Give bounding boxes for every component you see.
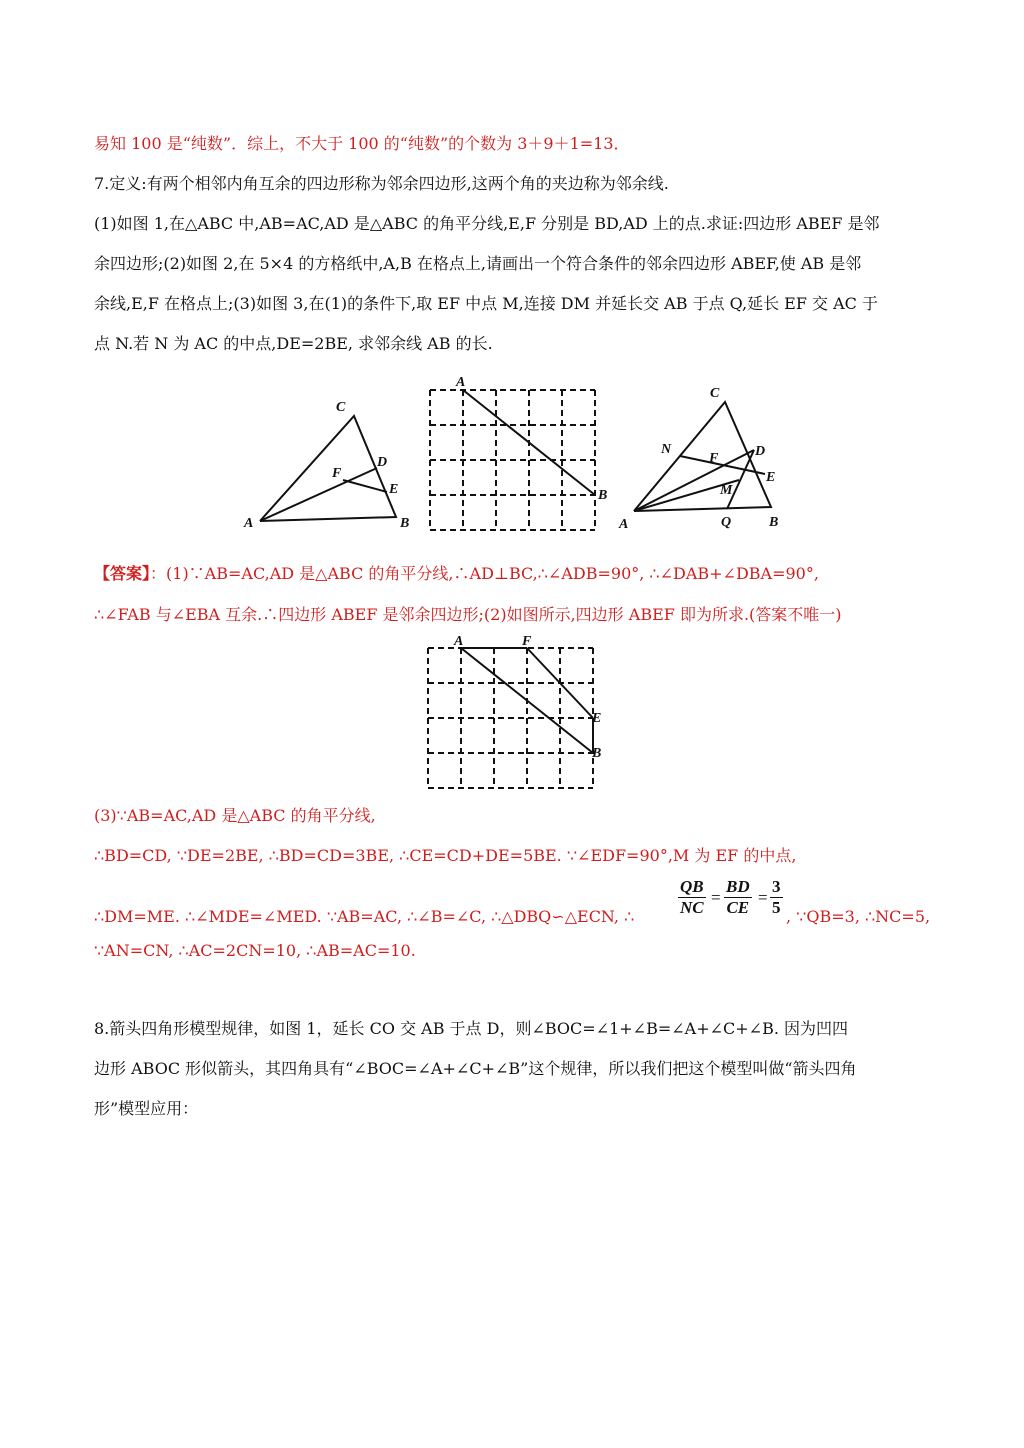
fig3-label-B: B [769,515,779,530]
fraction-1-denominator: NC [680,898,704,917]
problem-7-part2: 余四边形;(2)如图 2,在 5×4 的方格纸中,A,B 在格点上,请画出一个符合条件的邻余四边形 ABEF,使 AB 是邻 [94,254,862,273]
fraction-3-5 [770,877,783,918]
fig3-label-C: C [710,386,720,401]
fig1-label-B: B [400,516,410,531]
problem-7-part3: 余线,E,F 在格点上;(3)如图 3,在(1)的条件下,取 EF 中点 M,连接 DM 并延长交 AB 于点 Q,延长 EF 交 AC 于 [94,294,878,313]
fraction-3-denominator: 5 [772,898,781,917]
fig3-label-M: M [720,483,733,498]
fig3-label-Q: Q [721,515,732,530]
fig4-label-F: F [522,634,532,649]
fig3-label-F: F [709,451,719,466]
figure-1-triangle [240,395,420,540]
fig4-label-A: A [454,634,464,649]
fraction-3-numerator: 3 [772,877,781,896]
fig2-label-A: A [456,375,466,390]
fraction-2-denominator: CE [726,898,750,917]
fig3-label-A: A [619,517,629,532]
problem-8-line-1: 8.箭头四角形模型规律，如图 1，延长 CO 交 AB 于点 D，则∠BOC=∠1+∠B=∠A+∠C+∠B. 因为凹四 [94,1019,849,1038]
answer-part1-text: ：(1)∵AB=AC,AD 是△ABC 的角平分线,∴AD⊥BC,∴∠ADB=90°, ∴∠DAB+∠DBA=90°, [150,564,819,583]
fig1-label-F: F [332,466,342,481]
fraction-bd-ce [724,877,752,918]
fig1-label-C: C [336,400,346,415]
problem-8-line-2: 边形 ABOC 形似箭头，其四角具有“∠BOC=∠A+∠C+∠B”这个规律，所以我们把这个模型叫做“箭头四角 [94,1059,857,1078]
answer-part3-line-2: ∴BD=CD, ∵DE=2BE, ∴BD=CD=3BE, ∴CE=CD+DE=5BE. ∵∠EDF=90°,M 为 EF 的中点, [94,846,797,865]
equals-sign-1: = [711,888,721,907]
figure-answer-grid [418,633,608,793]
fraction-qb-nc [678,877,706,918]
text-line-pure-number-conclusion: 易知 100 是“纯数”．综上，不大于 100 的“纯数”的个数为 3＋9＋1=13． [94,134,630,153]
answer-label: 【答案】 [94,564,151,583]
answer-part3-line-4: ∵AN=CN, ∴AC=2CN=10, ∴AB=AC=10. [94,941,416,960]
fraction-2-numerator: BD [726,877,750,896]
figure-2-grid [420,372,610,537]
fig3-label-N: N [661,442,672,457]
figure-3-triangle [614,380,794,535]
fig4-label-B: B [592,746,602,761]
fig3-label-D: D [755,444,766,459]
answer-part3-line-1: (3)∵AB=AC,AD 是△ABC 的角平分线, [94,806,376,825]
fig1-label-D: D [377,455,388,470]
fraction-1-numerator: QB [680,877,704,896]
fig3-label-E: E [766,470,776,485]
fig2-label-B: B [598,488,608,503]
fig1-label-A: A [244,516,254,531]
problem-7-definition: 7.定义:有两个相邻内角互余的四边形称为邻余四边形,这两个角的夹边称为邻余线. [94,174,669,193]
problem-7-part1: (1)如图 1,在△ABC 中,AB=AC,AD 是△ABC 的角平分线,E,F 分别是 BD,AD 上的点.求证:四边形 ABEF 是邻 [94,214,880,233]
answer-line-2: ∴∠FAB 与∠EBA 互余.∴四边形 ABEF 是邻余四边形;(2)如图所示,四边形 ABEF 即为所求.(答案不唯一) [94,605,842,624]
fig1-label-E: E [389,482,399,497]
answer-line-1 [94,564,819,584]
answer-part3-line-3a: ∴DM=ME. ∴∠MDE=∠MED. ∵AB=AC, ∴∠B=∠C, ∴△DBQ∽△ECN, ∴ [94,907,635,926]
problem-8-line-3: 形”模型应用： [94,1099,199,1118]
equals-sign-2: = [758,888,768,907]
answer-part3-line-3b: , ∵QB=3, ∴NC=5, [786,907,931,926]
problem-7-question: 点 N.若 N 为 AC 的中点,DE=2BE, 求邻余线 AB 的长. [94,334,493,353]
fig4-label-E: E [592,711,602,726]
